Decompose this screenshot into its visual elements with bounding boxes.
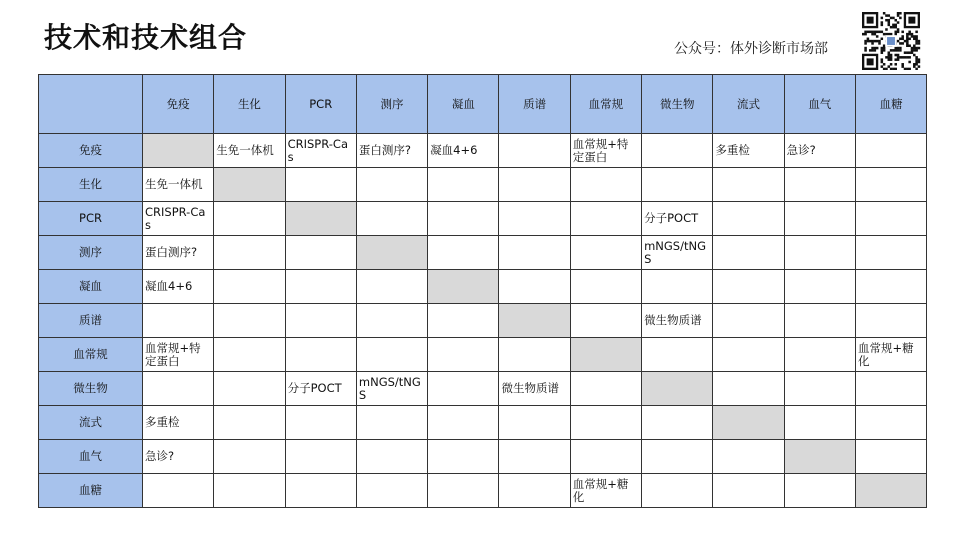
matrix-cell — [356, 474, 427, 508]
diagonal-cell — [143, 134, 214, 168]
matrix-cell — [143, 372, 214, 406]
diagonal-cell — [499, 304, 570, 338]
matrix-cell: 蛋白测序? — [356, 134, 427, 168]
matrix-cell — [855, 236, 926, 270]
matrix-cell: 凝血4+6 — [143, 270, 214, 304]
row-header: 生化 — [39, 168, 143, 202]
matrix-cell — [570, 372, 641, 406]
header-row — [39, 75, 927, 134]
row-header: 血常规 — [39, 338, 143, 372]
matrix-cell — [499, 168, 570, 202]
matrix-cell — [855, 372, 926, 406]
matrix-cell — [285, 440, 356, 474]
matrix-cell — [784, 474, 855, 508]
diagonal-cell — [428, 270, 499, 304]
matrix-cell — [570, 236, 641, 270]
matrix-cell — [713, 168, 784, 202]
matrix-cell — [356, 406, 427, 440]
matrix-cell: mNGS/tNGS — [642, 236, 713, 270]
matrix-cell — [356, 440, 427, 474]
diagonal-cell — [855, 474, 926, 508]
matrix-cell — [428, 168, 499, 202]
matrix-cell — [784, 270, 855, 304]
matrix-cell — [713, 372, 784, 406]
matrix-cell: 生免一体机 — [214, 134, 285, 168]
source-label: 公众号：体外诊断市场部 — [674, 41, 828, 57]
matrix-cell — [642, 270, 713, 304]
matrix-cell — [855, 304, 926, 338]
table-row — [39, 236, 927, 270]
matrix-cell — [570, 440, 641, 474]
matrix-cell — [428, 474, 499, 508]
row-header: 血糖 — [39, 474, 143, 508]
table-row — [39, 372, 927, 406]
page-title: 技术和技术组合 — [44, 21, 248, 54]
matrix-cell: 血常规+糖化 — [570, 474, 641, 508]
matrix-cell — [428, 202, 499, 236]
matrix-cell — [428, 440, 499, 474]
matrix-cell — [784, 236, 855, 270]
column-header: 免疫 — [143, 75, 214, 134]
column-header: 凝血 — [428, 75, 499, 134]
matrix-cell — [570, 168, 641, 202]
row-header: 凝血 — [39, 270, 143, 304]
matrix-cell: 急诊? — [143, 440, 214, 474]
matrix-cell — [855, 440, 926, 474]
matrix-cell — [642, 168, 713, 202]
table-row — [39, 338, 927, 372]
matrix-cell: 生免一体机 — [143, 168, 214, 202]
table-row — [39, 406, 927, 440]
matrix-cell — [214, 304, 285, 338]
column-header: 生化 — [214, 75, 285, 134]
column-header: 测序 — [356, 75, 427, 134]
row-header: 免疫 — [39, 134, 143, 168]
table-row — [39, 168, 927, 202]
matrix-cell — [784, 338, 855, 372]
row-header: 质谱 — [39, 304, 143, 338]
matrix-cell — [499, 270, 570, 304]
matrix-cell: 多重检 — [713, 134, 784, 168]
table-row — [39, 474, 927, 508]
matrix-cell — [713, 304, 784, 338]
diagonal-cell — [285, 202, 356, 236]
matrix-cell: 微生物质谱 — [642, 304, 713, 338]
matrix-cell — [642, 406, 713, 440]
qr-code-icon — [861, 12, 921, 70]
matrix-cell — [713, 236, 784, 270]
matrix-cell: 分子POCT — [642, 202, 713, 236]
matrix-cell: CRISPR-Cas — [285, 134, 356, 168]
matrix-cell — [356, 202, 427, 236]
matrix-cell — [499, 406, 570, 440]
matrix-cell — [642, 440, 713, 474]
matrix-cell: 多重检 — [143, 406, 214, 440]
matrix-cell — [285, 304, 356, 338]
matrix-cell — [499, 202, 570, 236]
matrix-cell: 微生物质谱 — [499, 372, 570, 406]
matrix-cell — [356, 304, 427, 338]
matrix-cell — [499, 474, 570, 508]
table-row — [39, 304, 927, 338]
matrix-cell: 血常规+特定蛋白 — [570, 134, 641, 168]
matrix-cell — [642, 338, 713, 372]
row-header: 流式 — [39, 406, 143, 440]
matrix-cell — [784, 406, 855, 440]
matrix-cell — [570, 406, 641, 440]
matrix-cell: 凝血4+6 — [428, 134, 499, 168]
matrix-cell — [356, 270, 427, 304]
table-row — [39, 134, 927, 168]
row-header: PCR — [39, 202, 143, 236]
technology-matrix — [38, 74, 927, 508]
matrix-cell — [214, 270, 285, 304]
matrix-cell — [214, 474, 285, 508]
matrix-cell — [285, 270, 356, 304]
matrix-cell — [855, 134, 926, 168]
matrix-cell — [570, 202, 641, 236]
matrix-cell — [713, 338, 784, 372]
diagonal-cell — [784, 440, 855, 474]
diagonal-cell — [713, 406, 784, 440]
row-header: 血气 — [39, 440, 143, 474]
matrix-cell — [713, 270, 784, 304]
matrix-cell — [570, 270, 641, 304]
matrix-cell — [855, 270, 926, 304]
column-header: 血糖 — [855, 75, 926, 134]
matrix-cell — [855, 168, 926, 202]
matrix-cell — [285, 236, 356, 270]
table-row — [39, 440, 927, 474]
matrix-cell — [214, 338, 285, 372]
matrix-cell — [713, 474, 784, 508]
matrix-cell — [428, 304, 499, 338]
matrix-cell — [428, 236, 499, 270]
matrix-cell — [499, 134, 570, 168]
table-row — [39, 202, 927, 236]
matrix-cell — [214, 372, 285, 406]
column-header: 流式 — [713, 75, 784, 134]
column-header: 质谱 — [499, 75, 570, 134]
matrix-cell: 急诊? — [784, 134, 855, 168]
matrix-cell — [356, 168, 427, 202]
matrix-cell — [428, 406, 499, 440]
corner-cell — [39, 75, 143, 134]
matrix-cell: 蛋白测序? — [143, 236, 214, 270]
matrix-cell — [784, 202, 855, 236]
matrix-cell — [570, 304, 641, 338]
matrix-cell — [784, 372, 855, 406]
column-header: 血常规 — [570, 75, 641, 134]
matrix-cell — [214, 440, 285, 474]
matrix-cell — [285, 406, 356, 440]
table-row — [39, 270, 927, 304]
matrix-cell — [214, 202, 285, 236]
matrix-cell — [784, 168, 855, 202]
diagonal-cell — [570, 338, 641, 372]
matrix-cell — [285, 338, 356, 372]
matrix-cell — [499, 338, 570, 372]
matrix-cell: 分子POCT — [285, 372, 356, 406]
matrix-cell: 血常规+特定蛋白 — [143, 338, 214, 372]
matrix-cell — [855, 202, 926, 236]
matrix-cell: 血常规+糖化 — [855, 338, 926, 372]
matrix-cell — [214, 236, 285, 270]
matrix-cell — [428, 372, 499, 406]
matrix-cell — [428, 338, 499, 372]
row-header: 微生物 — [39, 372, 143, 406]
matrix-cell — [713, 202, 784, 236]
row-header: 测序 — [39, 236, 143, 270]
column-header: 微生物 — [642, 75, 713, 134]
matrix-cell — [784, 304, 855, 338]
matrix-cell: CRISPR-Cas — [143, 202, 214, 236]
diagonal-cell — [214, 168, 285, 202]
matrix-cell — [356, 338, 427, 372]
matrix-cell — [285, 168, 356, 202]
diagonal-cell — [642, 372, 713, 406]
matrix-cell — [143, 304, 214, 338]
column-header: PCR — [285, 75, 356, 134]
diagonal-cell — [356, 236, 427, 270]
column-header: 血气 — [784, 75, 855, 134]
matrix-cell: mNGS/tNGS — [356, 372, 427, 406]
matrix-cell — [855, 406, 926, 440]
matrix-cell — [713, 440, 784, 474]
matrix-cell — [499, 236, 570, 270]
matrix-cell — [642, 134, 713, 168]
matrix-cell — [214, 406, 285, 440]
matrix-cell — [285, 474, 356, 508]
matrix-cell — [642, 474, 713, 508]
matrix-cell — [143, 474, 214, 508]
matrix-cell — [499, 440, 570, 474]
